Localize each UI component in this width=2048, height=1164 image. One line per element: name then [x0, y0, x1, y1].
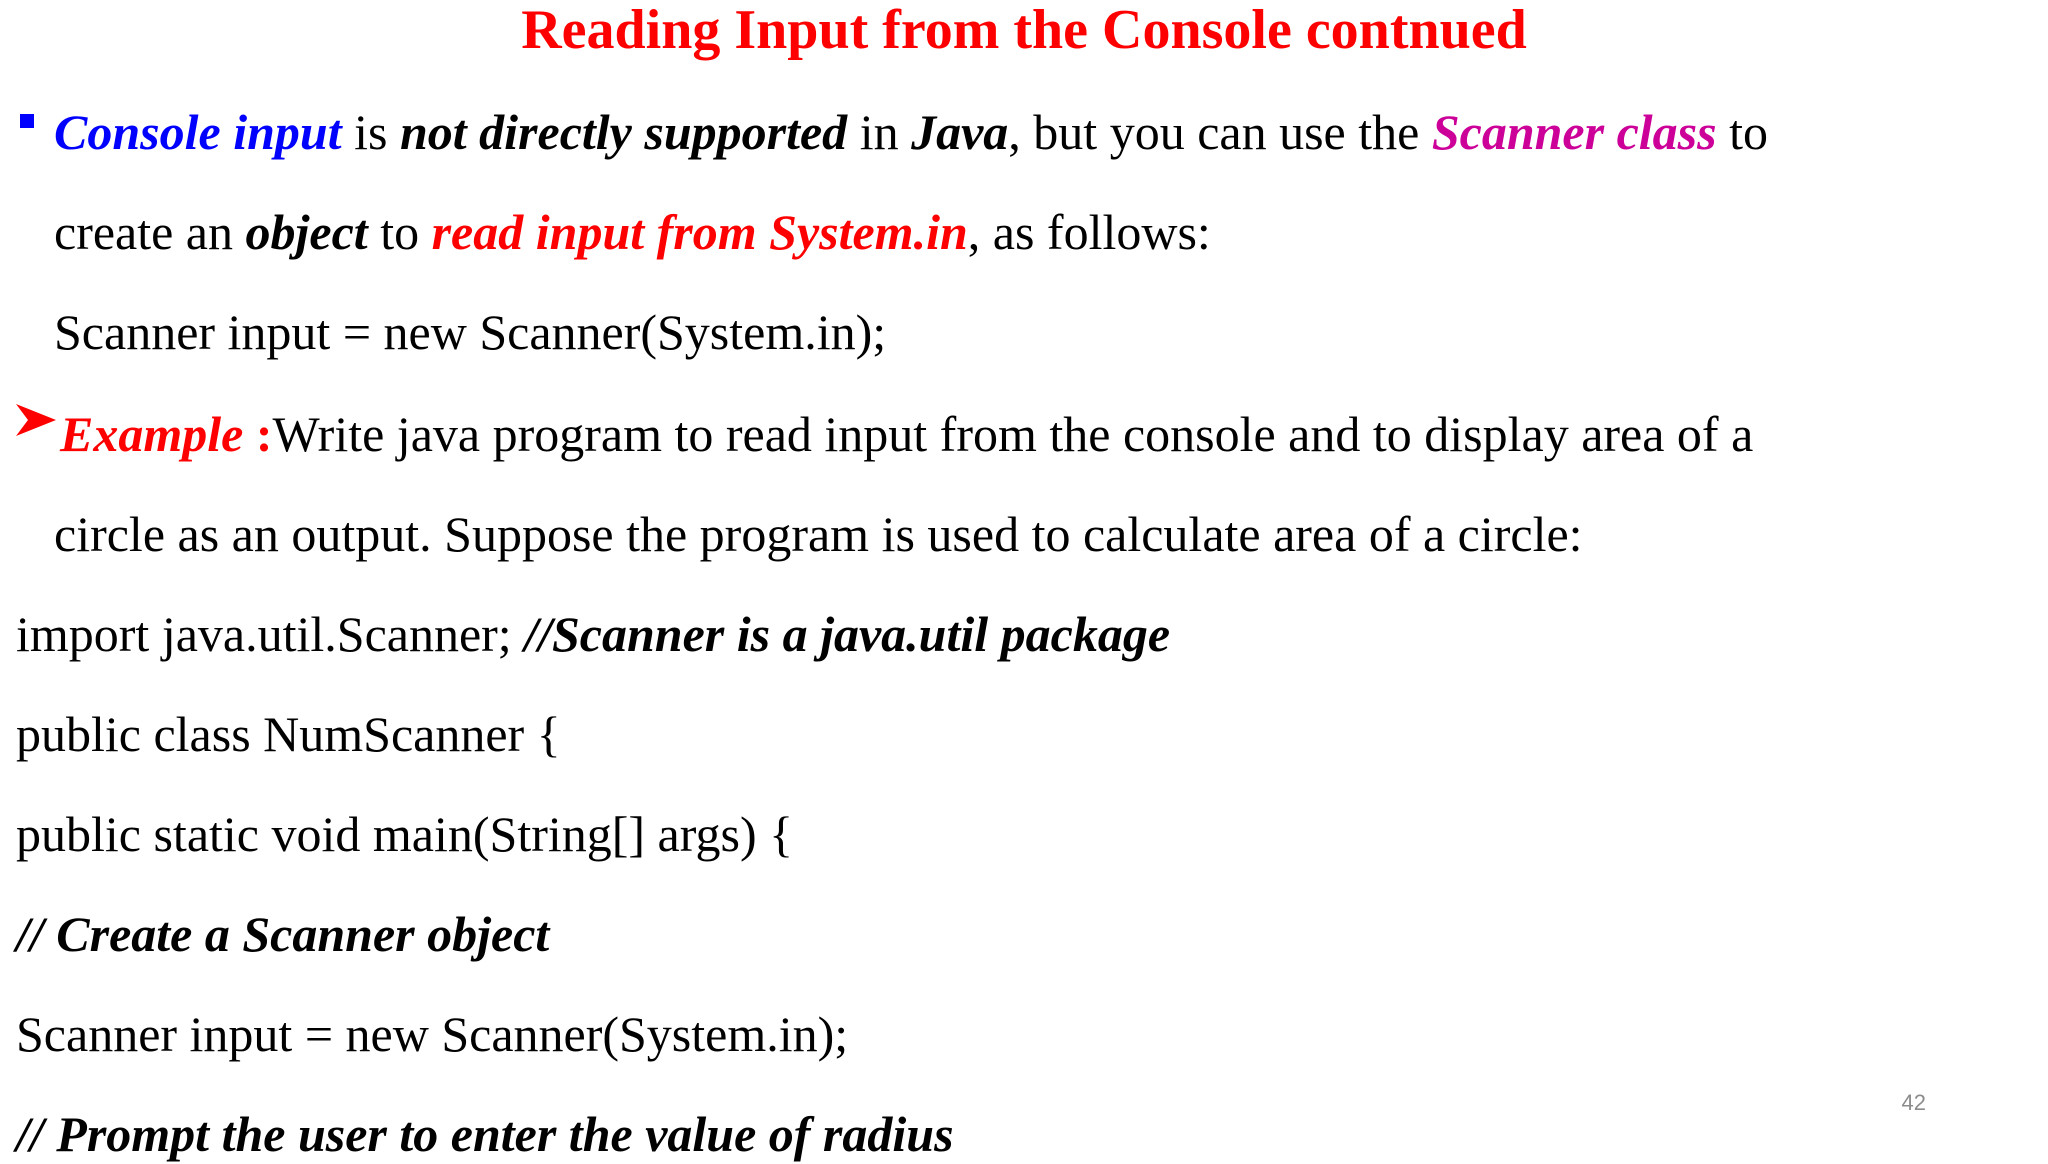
text-span: create an	[54, 204, 246, 260]
square-bullet-icon	[20, 114, 34, 128]
text-span: to	[1716, 104, 1768, 160]
bullet2-line1	[60, 404, 1753, 464]
arrow-bullet-icon	[14, 400, 58, 440]
text-span: is	[341, 104, 400, 160]
example-colon: :	[243, 406, 273, 462]
code-text: import java.util.Scanner;	[16, 606, 525, 662]
bullet1-line2	[54, 202, 1211, 262]
bullet2-line2: circle as an output. Suppose the program is used to calculate area of a circle:	[54, 506, 1583, 562]
java-text: Java	[911, 104, 1009, 160]
code-comment: //Scanner is a java.util package	[524, 606, 1171, 662]
scanner-class-text: Scanner class	[1431, 104, 1717, 160]
text-span: , as follows:	[967, 204, 1211, 260]
code-comment-create: // Create a Scanner object	[16, 906, 550, 962]
scanner-declaration: Scanner input = new Scanner(System.in);	[54, 304, 887, 360]
example-label: Example	[60, 406, 244, 462]
example-text: Write java program to read input from the console and to display area of a	[272, 406, 1754, 462]
bullet1-line1	[54, 102, 2014, 162]
object-text: object	[245, 204, 368, 260]
code-line-scanner: Scanner input = new Scanner(System.in);	[16, 1006, 849, 1062]
text-span: , but you can use the	[1008, 104, 1432, 160]
code-line-main: public static void main(String[] args) {	[16, 806, 794, 862]
text-span: to	[367, 204, 432, 260]
code-line-class: public class NumScanner {	[16, 706, 561, 762]
text-span: in	[847, 104, 912, 160]
code-comment-prompt: // Prompt the user to enter the value of radius	[16, 1106, 954, 1162]
not-directly-supported-text: not directly supported	[399, 104, 848, 160]
slide-title: Reading Input from the Console contnued	[521, 0, 1527, 61]
page-number: 42	[1901, 1090, 1926, 1115]
read-input-text: read input from System.in	[431, 204, 968, 260]
code-line-import	[16, 604, 1170, 664]
console-input-text: Console input	[54, 104, 342, 160]
